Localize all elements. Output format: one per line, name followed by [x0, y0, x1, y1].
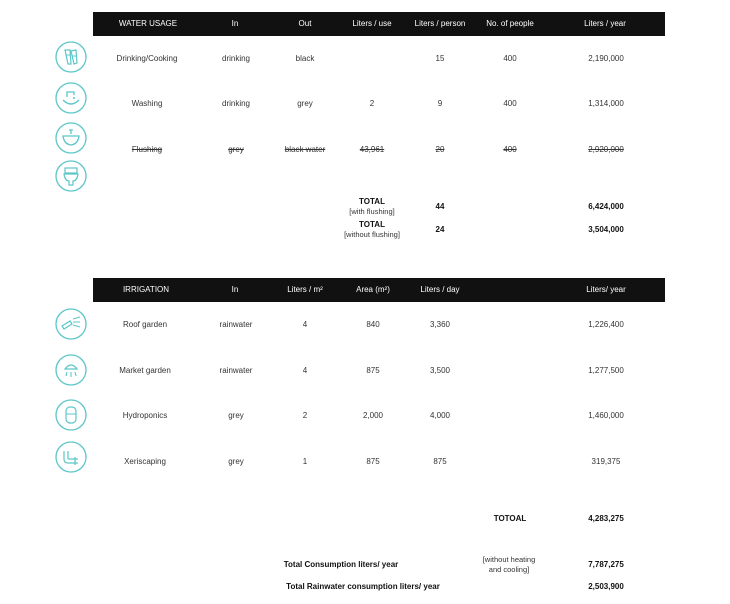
irrigation-liters-m2: 1	[302, 457, 308, 466]
header-out: Out	[298, 19, 312, 28]
pipes-icon	[55, 441, 87, 473]
irrigation-area: 2,000	[362, 411, 384, 420]
toilet-icon	[55, 160, 87, 192]
header-liters-m2: Liters / m²	[287, 285, 323, 294]
irrigation-liters-day: 875	[433, 457, 447, 466]
irrigation-name: Hydroponics	[122, 411, 168, 420]
drinking-glasses-icon	[55, 41, 87, 73]
usage-name: Washing	[131, 99, 163, 108]
irrigation-name: Roof garden	[122, 320, 168, 329]
usage-liters-person: 15	[435, 54, 445, 63]
header-liters-use: Liters / use	[352, 19, 392, 28]
irrigation-total-value: 4,283,275	[588, 514, 624, 523]
irrigation-area: 840	[366, 320, 380, 329]
header-liters-day: Liters / day	[420, 285, 460, 294]
irrigation-liters-day: 3,500	[429, 366, 451, 375]
consumption-note-line1: [without heating	[482, 555, 536, 564]
usage-out: grey	[297, 99, 313, 108]
usage-name-struck: Flushing	[131, 145, 163, 154]
bidet-icon	[55, 122, 87, 154]
usage-liters-use-struck: 43,961	[359, 145, 385, 154]
usage-out: black	[295, 54, 315, 63]
usage-liters-person: 9	[437, 99, 443, 108]
total-without-sublabel: [without flushing]	[344, 230, 400, 239]
irrigation-in: rainwater	[219, 320, 253, 329]
usage-people: 400	[503, 99, 517, 108]
usage-liters-year: 1,314,000	[588, 99, 624, 108]
usage-liters-year-struck: 2,920,000	[588, 145, 624, 154]
total-without-liters-person: 24	[435, 225, 445, 234]
total-with-liters-year: 6,424,000	[588, 202, 624, 211]
water-heater-icon	[55, 399, 87, 431]
usage-in: drinking	[221, 54, 251, 63]
irrigation-liters-m2: 2	[302, 411, 308, 420]
irrigation-liters-day: 4,000	[429, 411, 451, 420]
irrigation-total-label: TOTOAL	[493, 514, 527, 523]
total-without-label: TOTAL	[359, 220, 385, 229]
header-area: Area (m²)	[356, 285, 390, 294]
total-with-sublabel: [with flushing]	[349, 207, 395, 216]
usage-people: 400	[503, 54, 517, 63]
irrigation-name: Market garden	[119, 366, 171, 375]
header-people: No. of people	[486, 19, 534, 28]
header-in: In	[231, 19, 239, 28]
irrigation-in: grey	[228, 457, 244, 466]
header-water-usage: WATER USAGE	[118, 19, 178, 28]
water-usage-header	[93, 12, 665, 36]
shower-head-icon	[55, 354, 87, 386]
irrigation-in: grey	[228, 411, 244, 420]
header-liters-year: Liters / year	[584, 19, 626, 28]
total-with-liters-person: 44	[435, 202, 445, 211]
header-liters-person: Liters / person	[414, 19, 466, 28]
irrigation-name: Xeriscaping	[124, 457, 166, 466]
consumption-note-line2: and cooling]	[488, 565, 530, 574]
usage-liters-year: 2,190,000	[588, 54, 624, 63]
irrigation-area: 875	[366, 366, 380, 375]
irrigation-liters-day: 3,360	[429, 320, 451, 329]
irrigation-liters-year: 1,226,400	[588, 320, 624, 329]
usage-people-struck: 400	[503, 145, 517, 154]
irrigation-liters-m2: 4	[302, 366, 308, 375]
total-with-label: TOTAL	[359, 197, 385, 206]
irrigation-liters-year: 319,375	[591, 457, 621, 466]
total-without-liters-year: 3,504,000	[588, 225, 624, 234]
irrigation-area: 875	[366, 457, 380, 466]
usage-name: Drinking/Cooking	[116, 54, 178, 63]
header-in: In	[231, 285, 239, 294]
irrigation-liters-m2: 4	[302, 320, 308, 329]
header-liters-year: Liters/ year	[586, 285, 626, 294]
irrigation-header	[93, 278, 665, 302]
usage-liters-person-struck: 20	[435, 145, 445, 154]
irrigation-liters-year: 1,460,000	[588, 411, 624, 420]
hose-sprayer-icon	[55, 308, 87, 340]
usage-in-struck: grey	[228, 145, 244, 154]
usage-liters-use: 2	[369, 99, 375, 108]
total-rainwater-label: Total Rainwater consumption liters/ year	[286, 582, 440, 591]
irrigation-in: rainwater	[219, 366, 253, 375]
total-rainwater-value: 2,503,900	[588, 582, 624, 591]
irrigation-liters-year: 1,277,500	[588, 366, 624, 375]
header-irrigation: IRRIGATION	[122, 285, 170, 294]
total-consumption-value: 7,787,275	[588, 560, 624, 569]
usage-out-struck: black water	[284, 145, 326, 154]
usage-in: drinking	[221, 99, 251, 108]
total-consumption-label: Total Consumption liters/ year	[283, 560, 399, 569]
faucet-sink-icon	[55, 82, 87, 114]
